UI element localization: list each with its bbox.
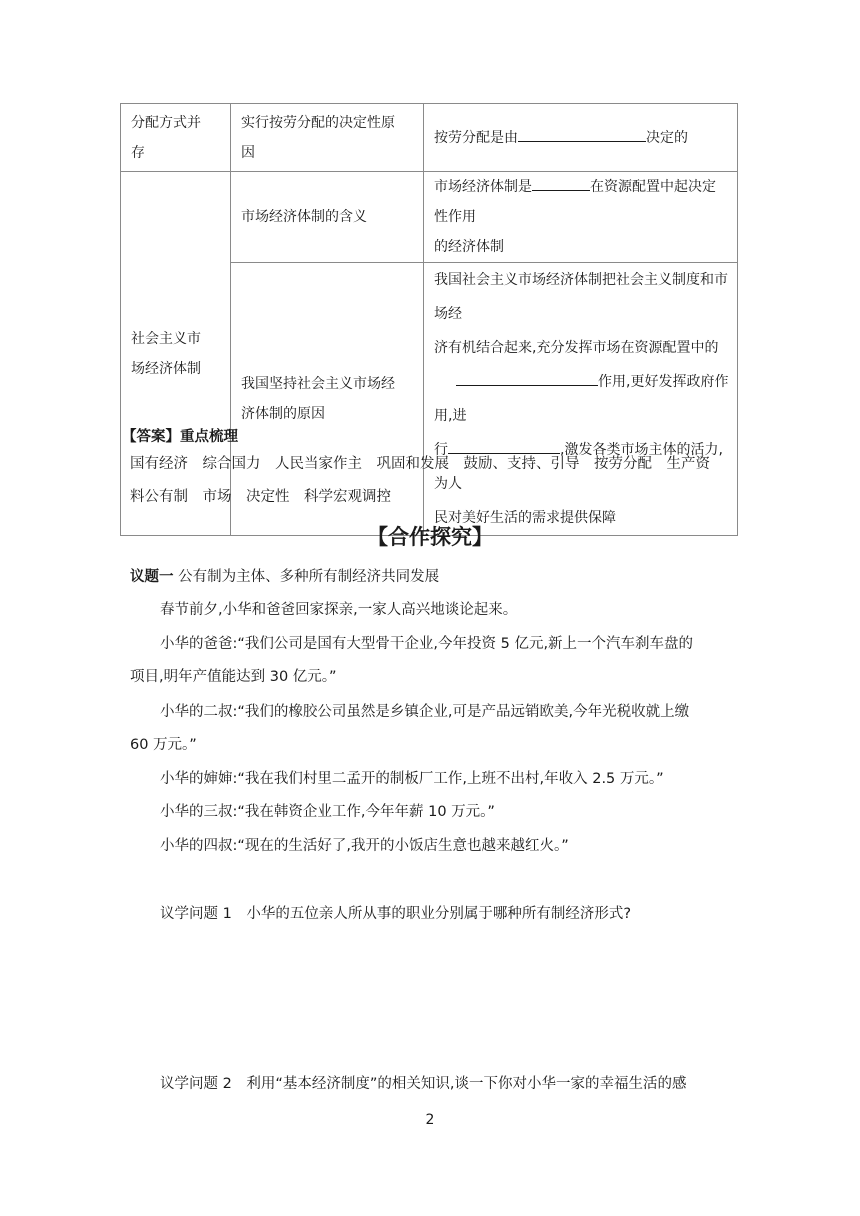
paragraph: 春节前夕,小华和爸爸回家探亲,一家人高兴地谈论起来。 — [160, 602, 518, 618]
table-cell — [424, 172, 738, 263]
table-row — [121, 104, 738, 172]
table-cell — [424, 263, 738, 536]
cell-text: 市场经济体制是 — [434, 179, 532, 195]
paragraph: 小华的婶婶:“我在我们村里二孟开的制板厂工作,上班不出村,年收入 2.5 万元。” — [160, 771, 664, 787]
fill-blank — [532, 172, 590, 191]
cell-text: 按劳分配是由 — [434, 129, 518, 146]
cell-text: 济有机结合起来,充分发挥市场在资源配置中的 — [434, 340, 719, 356]
cell-text: 的经济体制 — [434, 239, 504, 255]
paragraph: 60 万元。” — [130, 737, 197, 753]
cell-text: 分配方式并 — [131, 114, 201, 131]
table-cell — [231, 104, 424, 172]
cell-text: 民对美好生活的需求提供保障 — [434, 510, 616, 526]
cell-text: 在资源配置中起决定性作用 — [434, 179, 716, 225]
cell-text: 社会主义市 — [131, 330, 201, 347]
cell-text: 决定的 — [646, 129, 688, 146]
table-cell — [121, 104, 231, 172]
table-cell — [231, 172, 424, 263]
cell-text: 行 — [434, 442, 448, 458]
page-number: 2 — [425, 1112, 435, 1128]
paragraph: 小华的三叔:“我在韩资企业工作,今年年薪 10 万元。” — [160, 804, 495, 820]
topic-text: 公有制为主体、多种所有制经济共同发展 — [178, 569, 440, 585]
topic-label: 议题一 — [130, 569, 174, 585]
fill-blank — [456, 367, 598, 386]
table-cell — [121, 172, 231, 536]
paragraph: 小华的爸爸:“我们公司是国有大型骨干企业,今年投资 5 亿元,新上一个汽车刹车盘的 — [160, 636, 694, 652]
cell-text: 我国坚持社会主义市场经 — [241, 376, 395, 392]
cell-text: 作用,更好发挥政府作用,进 — [434, 374, 729, 424]
cell-text: 我国社会主义市场经济体制把社会主义制度和市场经 — [434, 272, 728, 322]
table-row — [121, 172, 738, 263]
question-1: 议学问题 1 小华的五位亲人所从事的职业分别属于哪种所有制经济形式? — [160, 906, 632, 922]
answer-line-1: 国有经济 综合国力 人民当家作主 巩固和发展 鼓励、支持、引导 按劳分配 生产资 — [130, 456, 710, 472]
cell-text: 市场经济体制的含义 — [241, 209, 367, 225]
table-cell — [424, 104, 738, 172]
section-title: 【合作探究】 — [367, 525, 493, 549]
paragraph: 项目,明年产值能达到 30 亿元。” — [130, 669, 337, 685]
cell-text: 场经济体制 — [131, 360, 201, 377]
cell-text: 存 — [131, 144, 145, 161]
paragraph: 小华的四叔:“现在的生活好了,我开的小饭店生意也越来越红火。” — [160, 838, 569, 854]
topic-line — [130, 565, 439, 586]
cell-text: 济体制的原因 — [241, 406, 325, 422]
cell-text: 实行按劳分配的决定性原 — [241, 114, 395, 131]
question-2: 议学问题 2 利用“基本经济制度”的相关知识,谈一下你对小华一家的幸福生活的感 — [160, 1076, 687, 1092]
answer-heading: 【答案】重点梳理 — [122, 429, 238, 445]
answer-line-2: 料公有制 市场 决定性 科学宏观调控 — [130, 489, 391, 505]
fill-blank — [518, 123, 646, 142]
cell-text: 因 — [241, 144, 255, 161]
cell-text: ,激发各类市场主体的活力,为人 — [434, 442, 723, 492]
paragraph: 小华的二叔:“我们的橡胶公司虽然是乡镇企业,可是产品远销欧美,今年光税收就上缴 — [160, 704, 690, 720]
